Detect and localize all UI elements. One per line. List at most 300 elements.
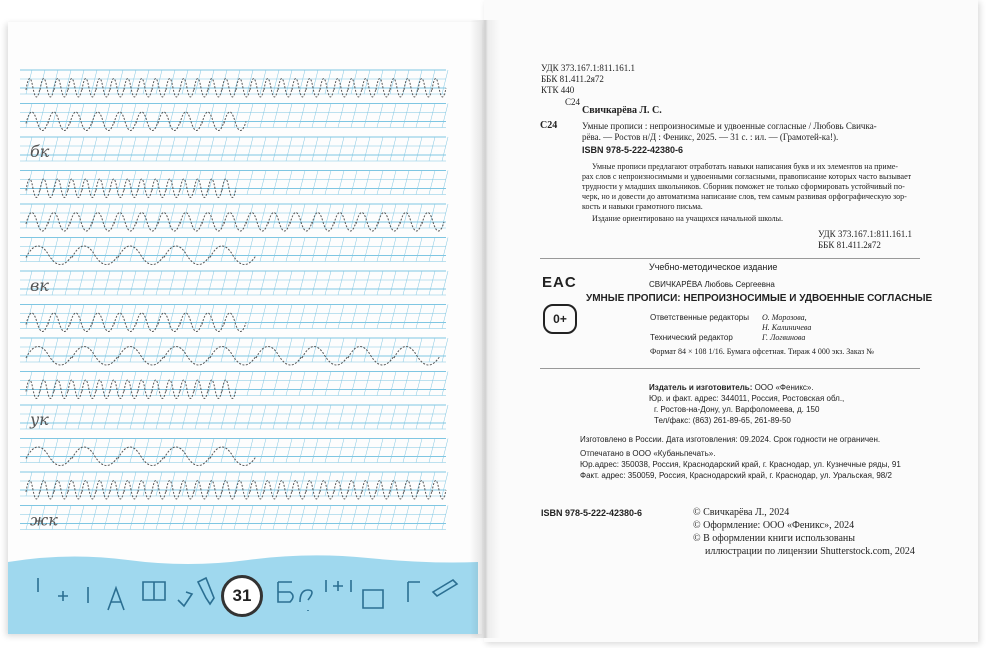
slant-line (273, 204, 279, 228)
slant-line (403, 137, 409, 161)
slant-line (78, 137, 84, 161)
slant-line (260, 305, 266, 329)
slant-line (377, 238, 383, 262)
author-caps (649, 280, 775, 289)
slant-line (312, 271, 318, 295)
slant-line (234, 104, 240, 128)
slant-line (260, 338, 266, 362)
slant-line (312, 171, 318, 195)
slant-line (143, 305, 149, 329)
slant-line (416, 405, 422, 429)
slant-line (26, 472, 32, 496)
slant-line (351, 271, 357, 295)
slant-line (299, 104, 305, 128)
author-surname-caps: СВИЧКАРЁВА (649, 280, 703, 289)
slant-line (299, 137, 305, 161)
slant-line (429, 405, 435, 429)
slant-line (377, 372, 383, 396)
slant-line (429, 137, 435, 161)
slant-line (65, 204, 71, 228)
slant-line (299, 506, 305, 530)
slant-line (26, 238, 32, 262)
slant-line (65, 137, 71, 161)
slant-line (169, 104, 175, 128)
annotation-line-2: рах слов с непроизносимыми и удвоенными согласными, правописание которых часто вызывает (582, 172, 912, 181)
slant-line (364, 372, 370, 396)
practice-row (20, 405, 448, 429)
slant-line (273, 70, 279, 94)
slant-line (377, 271, 383, 295)
slant-line (208, 472, 214, 496)
slant-line (234, 372, 240, 396)
slant-line (403, 271, 409, 295)
slant-line (390, 372, 396, 396)
slant-line (403, 338, 409, 362)
slant-line (325, 271, 331, 295)
slant-line (351, 439, 357, 463)
slant-line (416, 305, 422, 329)
slant-line (377, 338, 383, 362)
slant-line (182, 506, 188, 530)
author-mark-small: С24 (565, 97, 581, 107)
slant-line (286, 137, 292, 161)
udk-top: УДК 373.167.1:811.161.1 (541, 63, 636, 73)
slant-line (260, 171, 266, 195)
slant-line (364, 104, 370, 128)
practice-row (20, 238, 448, 265)
slant-line (195, 405, 201, 429)
slant-line (325, 338, 331, 362)
publisher-address-2: г. Ростов-на-Дону, ул. Варфоломеева, д. 150 (654, 405, 820, 414)
slant-line (208, 271, 214, 295)
slant-line (429, 372, 435, 396)
bbk-top: ББК 81.411.2я72 (541, 74, 604, 84)
slant-line (117, 204, 123, 228)
slant-line (416, 472, 422, 496)
slant-line (65, 405, 71, 429)
slant-line (273, 439, 279, 463)
practice-row (20, 305, 448, 332)
slant-line (299, 439, 305, 463)
slant-line (169, 204, 175, 228)
slant-line (312, 472, 318, 496)
slant-line (221, 439, 227, 463)
slant-line (130, 338, 136, 362)
slant-line (130, 238, 136, 262)
slant-line (169, 472, 175, 496)
slant-line (104, 137, 110, 161)
slant-line (169, 439, 175, 463)
slant-line (286, 405, 292, 429)
slant-line (442, 238, 448, 262)
slant-line (221, 506, 227, 530)
slant-line (130, 70, 136, 94)
slant-line (403, 104, 409, 128)
slant-line (299, 204, 305, 228)
slant-line (195, 439, 201, 463)
slant-line (390, 238, 396, 262)
practice-row (20, 70, 448, 97)
slant-line (416, 104, 422, 128)
slant-line (442, 104, 448, 128)
slant-line (325, 372, 331, 396)
printer-address-2: Факт. адрес: 350059, Россия, Краснодарский край, г. Краснодар, ул. Уральская, 98/2 (580, 471, 892, 480)
slant-line (260, 137, 266, 161)
slant-line (273, 171, 279, 195)
slant-line (442, 338, 448, 362)
slant-line (195, 104, 201, 128)
slant-line (234, 204, 240, 228)
slant-line (338, 137, 344, 161)
slant-line (130, 372, 136, 396)
slant-line (442, 171, 448, 195)
slant-line (377, 104, 383, 128)
slant-line (247, 372, 253, 396)
slant-line (273, 338, 279, 362)
slant-line (338, 506, 344, 530)
slant-line (377, 405, 383, 429)
slant-line (104, 204, 110, 228)
slant-line (429, 171, 435, 195)
slant-line (91, 506, 97, 530)
slant-line (208, 70, 214, 94)
slant-line (442, 271, 448, 295)
slant-line (286, 171, 292, 195)
slant-line (260, 372, 266, 396)
slant-line (351, 372, 357, 396)
slant-line (143, 439, 149, 463)
copyright-line-2: © Оформление: ООО «Феникс», 2024 (693, 520, 855, 531)
slant-line (221, 137, 227, 161)
slant-line (442, 204, 448, 228)
slant-line (429, 271, 435, 295)
slant-line (442, 439, 448, 463)
slant-line (364, 405, 370, 429)
slant-line (156, 338, 162, 362)
slant-line (429, 204, 435, 228)
slant-line (351, 204, 357, 228)
slant-line (312, 305, 318, 329)
slant-line (403, 439, 409, 463)
eac-mark: EAC (542, 274, 577, 291)
slant-line (26, 372, 32, 396)
practice-row (20, 472, 448, 499)
slant-line (247, 305, 253, 329)
slant-line (130, 405, 136, 429)
slant-line (299, 171, 305, 195)
slant-line (312, 405, 318, 429)
slant-line (156, 271, 162, 295)
slant-line (364, 238, 370, 262)
slant-line (130, 472, 136, 496)
slant-line (104, 338, 110, 362)
slant-line (273, 506, 279, 530)
slant-line (221, 405, 227, 429)
slant-line (117, 271, 123, 295)
slant-line (130, 204, 136, 228)
slant-line (338, 338, 344, 362)
slant-line (338, 171, 344, 195)
slant-line (338, 305, 344, 329)
biblio-line-2: рёва. — Ростов н/Д : Феникс, 2025. — 31 с. : ил. — (Грамотей-ка!). (582, 132, 839, 142)
credit-name-2: Н. Калиничева (762, 323, 812, 332)
row-label: вк (30, 276, 49, 295)
slant-line (286, 338, 292, 362)
slant-line (299, 405, 305, 429)
handwriting-practice-area (0, 0, 486, 648)
slant-line (390, 472, 396, 496)
slant-line (130, 305, 136, 329)
slant-line (286, 238, 292, 262)
publisher-label: Издатель и изготовитель: (649, 383, 753, 392)
slant-line (416, 171, 422, 195)
slant-line (78, 271, 84, 295)
slant-line (286, 104, 292, 128)
slant-line (364, 171, 370, 195)
edition-type: Учебно-методическое издание (649, 262, 778, 272)
slant-line (273, 372, 279, 396)
slant-line (117, 439, 123, 463)
slant-line (130, 271, 136, 295)
slant-line (52, 238, 58, 262)
slant-line (91, 372, 97, 396)
slant-line (169, 338, 175, 362)
slant-line (273, 137, 279, 161)
slant-line (312, 439, 318, 463)
slant-line (338, 439, 344, 463)
slant-line (65, 305, 71, 329)
slant-line (91, 405, 97, 429)
slant-line (143, 271, 149, 295)
practice-row (20, 372, 448, 399)
slant-line (130, 137, 136, 161)
author-mark-bold: С24 (540, 120, 558, 131)
slant-line (286, 439, 292, 463)
slant-line (286, 506, 292, 530)
slant-line (429, 104, 435, 128)
slant-line (403, 305, 409, 329)
slant-line (403, 506, 409, 530)
slant-line (429, 238, 435, 262)
slant-line (78, 338, 84, 362)
slant-line (117, 506, 123, 530)
slant-line (299, 238, 305, 262)
slant-line (286, 372, 292, 396)
slant-line (416, 271, 422, 295)
slant-line (143, 506, 149, 530)
slant-line (364, 271, 370, 295)
slant-line (234, 405, 240, 429)
slant-line (429, 305, 435, 329)
slant-line (195, 137, 201, 161)
slant-line (286, 305, 292, 329)
slant-line (338, 405, 344, 429)
slant-line (390, 204, 396, 228)
slant-line (351, 70, 357, 94)
slant-line (416, 204, 422, 228)
copyright-line-1: © Свичкарёва Л., 2024 (693, 507, 790, 518)
slant-line (377, 506, 383, 530)
slant-line (325, 439, 331, 463)
slant-line (325, 137, 331, 161)
bbk-right: ББК 81.411.2я72 (818, 240, 881, 250)
publisher-phone: Тел/факс: (863) 261-89-65, 261-89-50 (654, 416, 791, 425)
slant-line (91, 204, 97, 228)
slant-line (273, 405, 279, 429)
slant-line (351, 171, 357, 195)
slant-line (364, 305, 370, 329)
row-label: бк (30, 142, 50, 161)
slant-line (104, 439, 110, 463)
slant-line (247, 338, 253, 362)
slant-line (169, 506, 175, 530)
slant-line (273, 104, 279, 128)
annotation-line-4: черк, но и довести до автоматизма написание слов, тем самым развивая орфографическую зор- (582, 192, 907, 201)
slant-line (260, 238, 266, 262)
slant-line (416, 372, 422, 396)
age-rating-badge: 0+ (543, 304, 577, 334)
slant-line (91, 70, 97, 94)
slant-line (130, 506, 136, 530)
slant-line (351, 137, 357, 161)
slant-line (416, 238, 422, 262)
slant-line (247, 271, 253, 295)
udk-right: УДК 373.167.1:811.161.1 (818, 229, 913, 239)
slant-line (91, 271, 97, 295)
book-title: УМНЫЕ ПРОПИСИ: НЕПРОИЗНОСИМЫЕ И УДВОЕННЫЕ СОГЛАСНЫЕ (586, 293, 933, 304)
slant-line (273, 238, 279, 262)
annotation-line-5: кость и навыки грамотного письма. (582, 202, 703, 211)
publisher-address-1: Юр. и факт. адрес: 344011, Россия, Ростовская обл., (649, 394, 845, 403)
slant-line (377, 305, 383, 329)
slant-line (156, 506, 162, 530)
slant-line (247, 204, 253, 228)
slant-line (91, 171, 97, 195)
slant-line (390, 405, 396, 429)
slant-line (65, 271, 71, 295)
slant-line (442, 372, 448, 396)
practice-row (20, 439, 448, 466)
slant-line (390, 506, 396, 530)
slant-line (325, 171, 331, 195)
slant-line (143, 238, 149, 262)
slant-line (260, 104, 266, 128)
slant-line (325, 305, 331, 329)
slant-line (260, 271, 266, 295)
practice-row (20, 271, 448, 295)
slant-line (169, 271, 175, 295)
slant-line (156, 405, 162, 429)
slant-line (104, 271, 110, 295)
slant-line (221, 238, 227, 262)
slant-line (65, 506, 71, 530)
slant-line (52, 137, 58, 161)
slant-line (195, 305, 201, 329)
slant-line (117, 137, 123, 161)
slant-line (390, 137, 396, 161)
slant-line (130, 439, 136, 463)
slant-line (312, 506, 318, 530)
slant-line (26, 439, 32, 463)
slant-line (208, 405, 214, 429)
slant-line (156, 238, 162, 262)
isbn-top: ISBN 978-5-222-42380-6 (582, 145, 684, 155)
author-heading: Свичкарёва Л. С. (582, 105, 662, 116)
printer-address-1: Юр.адрес: 350038, Россия, Краснодарский край, г. Краснодар, ул. Кузнечные ряды, 91 (580, 460, 901, 469)
slant-line (312, 70, 318, 94)
slant-line (143, 405, 149, 429)
annotation-line-3: трудности у младших школьников. Сборник поможет не только сформировать устойчивый по- (582, 182, 905, 191)
slant-line (156, 137, 162, 161)
slant-line (403, 238, 409, 262)
slant-line (416, 506, 422, 530)
slant-line (351, 405, 357, 429)
slant-line (234, 70, 240, 94)
slant-line (52, 439, 58, 463)
slant-line (429, 506, 435, 530)
slant-line (104, 405, 110, 429)
slant-line (338, 271, 344, 295)
slant-line (260, 405, 266, 429)
slant-line (182, 137, 188, 161)
slant-line (286, 271, 292, 295)
slant-line (351, 104, 357, 128)
slant-line (52, 171, 58, 195)
slant-line (208, 372, 214, 396)
slant-line (390, 104, 396, 128)
slant-line (234, 472, 240, 496)
slant-line (247, 104, 253, 128)
slant-line (234, 506, 240, 530)
practice-row (20, 137, 448, 161)
slant-line (78, 405, 84, 429)
slant-line (429, 338, 435, 362)
slant-line (325, 204, 331, 228)
slant-line (65, 104, 71, 128)
slant-line (377, 204, 383, 228)
isbn-bottom: ISBN 978-5-222-42380-6 (541, 508, 643, 518)
slant-line (338, 104, 344, 128)
slant-line (143, 104, 149, 128)
slant-line (52, 271, 58, 295)
slant-line (247, 405, 253, 429)
slant-line (143, 137, 149, 161)
slant-line (52, 472, 58, 496)
slant-line (325, 238, 331, 262)
slant-line (130, 171, 136, 195)
made-in-line: Изготовлено в России. Дата изготовления: 09.2024. Срок годности не ограничен. (580, 435, 881, 444)
slant-line (91, 137, 97, 161)
slant-line (299, 372, 305, 396)
slant-line (52, 372, 58, 396)
slant-line (104, 305, 110, 329)
credit-name-1: О. Морозова, (762, 313, 807, 322)
slant-line (26, 171, 32, 195)
slant-line (247, 439, 253, 463)
slant-line (312, 104, 318, 128)
slant-line (52, 70, 58, 94)
slant-line (403, 204, 409, 228)
slant-line (234, 137, 240, 161)
slant-line (286, 204, 292, 228)
slant-line (91, 104, 97, 128)
slant-line (260, 204, 266, 228)
slant-line (416, 137, 422, 161)
slant-line (273, 271, 279, 295)
divider-middle (540, 368, 920, 369)
slant-line (182, 405, 188, 429)
author-given-names: Любовь Сергеевна (704, 280, 775, 289)
